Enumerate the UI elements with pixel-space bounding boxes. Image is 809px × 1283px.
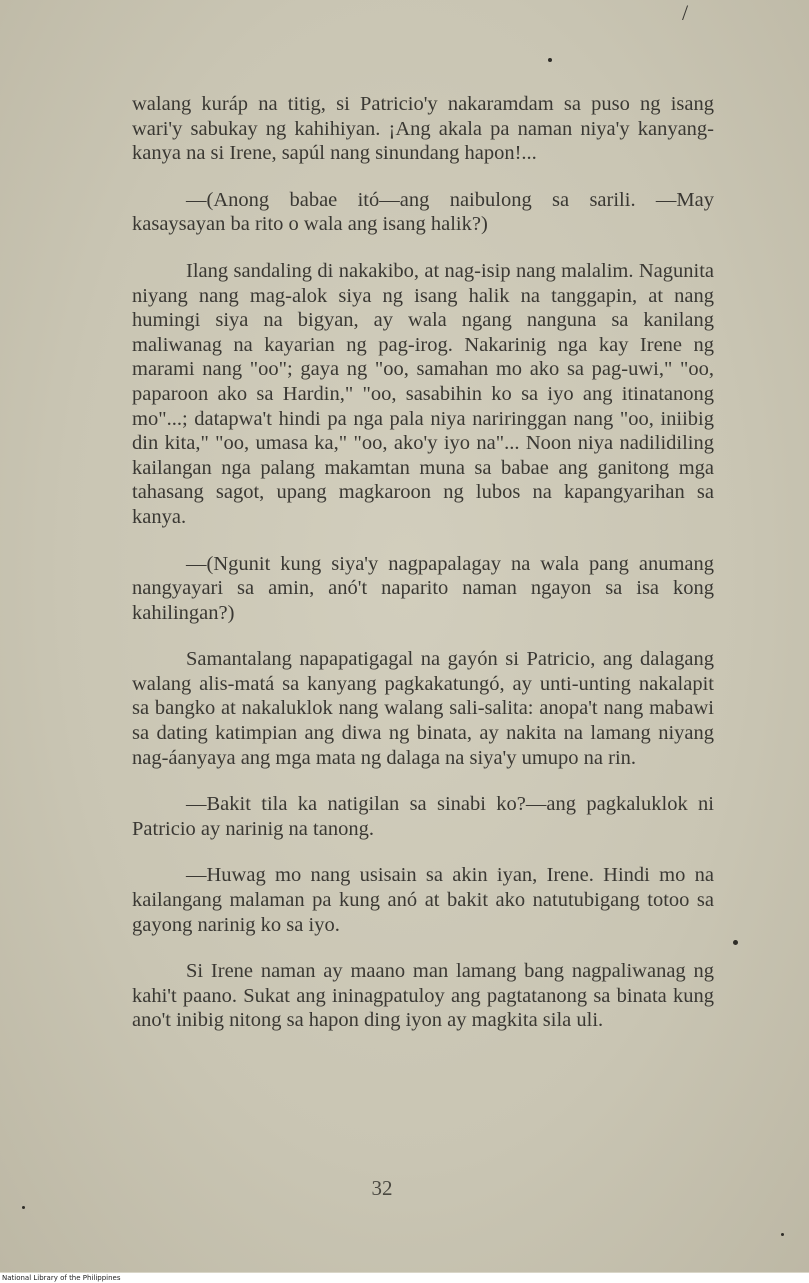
page-number: 32 [371,1176,393,1200]
paragraph-6: —Bakit tila ka natigilan sa sinabi ko?—ang pagkaluklok ni Patricio ay narinig na tanong. [132,793,714,840]
paragraph-5: Samantalang napapatigagal na gayón si Patricio, ang dalagang walang alis-matá sa kanyang pagkakatungó, ay unti-unting nakalapit sa bangko at nakaluklok nang walang sali-salita: anopa't nang mabawi sa dating katimpian ang diwa ng binata, ay nakita na lamang niyang nag-áanyaya ang mga mata ng dalaga na siya'y umupo na rin. [132,648,714,769]
paragraph-7: —Huwag mo nang usisain sa akin iyan, Irene. Hindi mo na kailangang malaman pa kung anó at bakit ako natutubigang totoo sa gayong narinig ko sa iyo. [132,864,714,936]
ink-speck [548,58,552,62]
ink-speck [22,1206,25,1209]
paragraph-2: —(Anong babae itó—ang naibulong sa sarili. —May kasaysayan ba rito o wala ang isang halik?) [132,188,714,236]
corner-mark: / [682,0,689,25]
paragraph-3: Ilang sandaling di nakakibo, at nag-isip nang malalim. Nagunita niyang nang mag-alok siya ng isang halik na tanggapin, at nang humingi siya na bigyan, ay wala ngang nanguna sa kanilang maliwanag na kayarian ng pag-irog. Nakarinig nga kay Irene ng marami nang "oo"; gaya ng "oo, samahan mo ako sa pag-uwi," "oo, paparoon ako sa Hardin," "oo, sasabihin ko sa iyo ang itinatanong mo"...; datapwa't hindi pa nga pala niya nariringgan nang "oo, iniibig din kita," "oo, umasa ka," "oo, ako'y iyo na"... Noon niya nadilidiling kailangan nga palang makamtan muna sa babae ang ganitong mga tahasang sagot, upang magkaroon ng lubos na kapangyarihan sa kanya. [132,259,714,528]
paragraph-4: —(Ngunit kung siya'y nagpapalagay na wala pang anumang nangyayari sa amin, anó't naparito naman ngayon sa isa kong kahilingan?) [132,552,714,624]
paragraph-8: Si Irene naman ay maano man lamang bang nagpaliwanag ng kahi't paano. Sukat ang ininagpatuloy ang pagtatanong sa binata kung ano't inibig nitong sa hapon ding iyon ay magkita sila uli. [132,960,714,1032]
ink-speck [733,940,738,945]
paragraph-1: walang kuráp na titig, si Patricio'y nakaramdam sa puso ng isang wari'y sabukay ng kahihiyan. ¡Ang akala pa naman niya'y kanyang-kanya na si Irene, sapúl nang sinundang hapon!... [132,93,714,165]
ink-speck [781,1233,784,1236]
body-text [132,92,714,1055]
footer-credit: National Library of the Philippines [0,1273,809,1283]
